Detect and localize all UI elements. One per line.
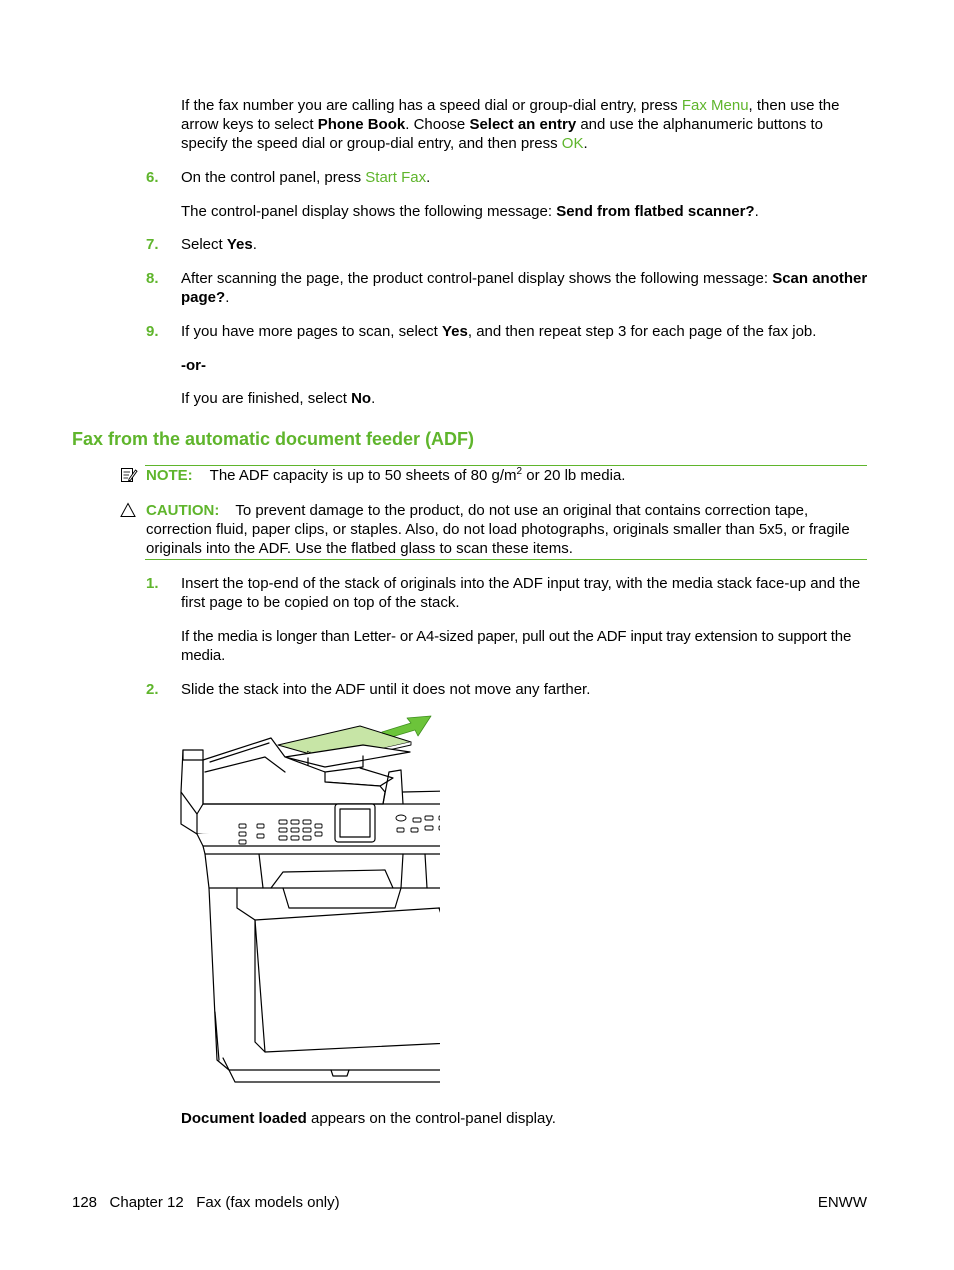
step-8-text: [181, 269, 871, 307]
yes-term: Yes: [226, 236, 253, 253]
printer-illustration: [175, 712, 440, 1088]
text: Select: [181, 236, 227, 253]
text: If the fax number you are calling has a speed dial or group-dial entry, press: [181, 97, 682, 114]
text: appears on the control-panel display.: [306, 1110, 556, 1127]
text: If you are finished, select: [181, 390, 352, 407]
step-7-text: [181, 235, 871, 254]
text: .: [426, 169, 431, 186]
step-9-alternative: [181, 389, 871, 408]
superscript: 2: [516, 466, 523, 477]
note-text: The ADF capacity is up to 50 sheets of 80 g/m: [209, 467, 517, 484]
note-label: NOTE:: [146, 467, 193, 484]
caution-text: To prevent damage to the product, do not use an original that contains correction tape, correction fluid, paper clips, or staples. Also, do not load photographs, originals smaller than 5x5, or fragile originals into the ADF. Use the flatbed glass to scan these items.: [146, 502, 850, 557]
fax-menu-key: Fax Menu: [681, 97, 749, 114]
text: , then use the arrow keys to select: [181, 97, 840, 133]
caution-label: CAUTION:: [146, 502, 220, 519]
display-message: Document loaded: [181, 1110, 307, 1127]
text: .: [583, 135, 588, 152]
step-number-2: 2.: [146, 681, 159, 698]
text: .: [225, 289, 230, 306]
yes-term: Yes: [441, 323, 468, 340]
text: . Choose: [405, 116, 470, 133]
step-6-message: [181, 202, 871, 221]
page-footer-left: 128 Chapter 12 Fax (fax models only): [72, 1194, 340, 1211]
text: .: [371, 390, 376, 407]
no-term: No: [351, 390, 372, 407]
start-fax-key: Start Fax: [365, 169, 427, 186]
caution-triangle-icon: [120, 502, 136, 518]
step-number-1: 1.: [146, 575, 159, 592]
text: The control-panel display shows the following message:: [181, 203, 557, 220]
select-entry-term: Select an entry: [469, 116, 577, 133]
step-9-text: [181, 322, 871, 341]
adf-step-1-subtext: If the media is longer than Letter- or A4-sized paper, pull out the ADF input tray extension to support the media.: [181, 628, 852, 664]
ok-key: OK: [561, 135, 584, 152]
caution-bottom-rule: [145, 559, 867, 560]
text: On the control panel, press: [181, 169, 366, 186]
or-separator: -or-: [181, 357, 206, 374]
adf-step-1-text: Insert the top-end of the stack of originals into the ADF input tray, with the media stack face-up and the first page to be copied on top of the stack.: [181, 575, 861, 611]
text: If you have more pages to scan, select: [181, 323, 442, 340]
display-message: Send from flatbed scanner?: [556, 203, 755, 220]
text: After scanning the page, the product control-panel display shows the following message:: [181, 270, 773, 287]
note-text-end: or 20 lb media.: [522, 467, 626, 484]
step5-continuation: [181, 96, 871, 153]
figure-caption: [181, 1109, 871, 1128]
text: .: [252, 236, 257, 253]
step-number-8: 8.: [146, 270, 159, 287]
step-6-text: [181, 168, 871, 187]
note-block: [146, 466, 866, 485]
text: , and then repeat step 3 for each page of the fax job.: [467, 323, 817, 340]
phone-book-term: Phone Book: [317, 116, 406, 133]
note-pencil-icon: [120, 466, 138, 484]
caution-block: [146, 501, 868, 558]
text: and use the alphanumeric buttons to specify the speed dial or group-dial entry, and then press: [181, 116, 824, 152]
step-number-6: 6.: [146, 169, 159, 186]
text: .: [754, 203, 759, 220]
section-heading: Fax from the automatic document feeder (ADF): [72, 429, 475, 449]
page-footer-right: ENWW: [817, 1194, 867, 1211]
step-number-7: 7.: [146, 236, 159, 253]
display-message: Scan another page?: [181, 270, 868, 306]
adf-step-2-text: Slide the stack into the ADF until it does not move any farther.: [181, 681, 591, 698]
step-number-9: 9.: [146, 323, 159, 340]
